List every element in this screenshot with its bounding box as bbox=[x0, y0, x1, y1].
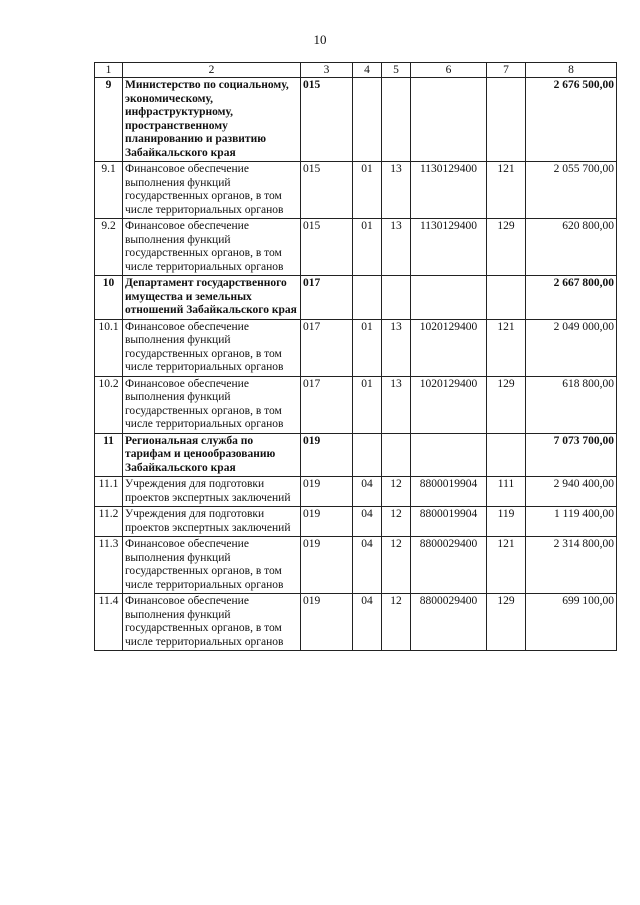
column-header: 4 bbox=[353, 63, 382, 78]
code-expense-type bbox=[487, 78, 526, 162]
organization-name: Финансовое обеспечение выполнения функций государственных органов, в том числе территориальных органов bbox=[123, 537, 301, 594]
amount: 7 073 700,00 bbox=[526, 433, 617, 477]
code-ministry: 015 bbox=[301, 219, 353, 276]
code-subsection: 12 bbox=[382, 537, 411, 594]
code-target-article: 8800029400 bbox=[411, 594, 487, 651]
table-row bbox=[95, 219, 617, 276]
column-header: 6 bbox=[411, 63, 487, 78]
table-row bbox=[95, 276, 617, 320]
amount: 699 100,00 bbox=[526, 594, 617, 651]
table-row bbox=[95, 376, 617, 433]
column-header: 8 bbox=[526, 63, 617, 78]
row-number: 11 bbox=[95, 433, 123, 477]
code-target-article: 1020129400 bbox=[411, 319, 487, 376]
organization-name: Региональная служба по тарифам и ценообразованию Забайкальского края bbox=[123, 433, 301, 477]
code-ministry: 017 bbox=[301, 276, 353, 320]
row-number: 9.1 bbox=[95, 162, 123, 219]
code-subsection bbox=[382, 433, 411, 477]
row-number: 10.2 bbox=[95, 376, 123, 433]
table-header-row bbox=[95, 63, 617, 78]
row-number: 9 bbox=[95, 78, 123, 162]
code-section: 04 bbox=[353, 537, 382, 594]
code-target-article: 8800019904 bbox=[411, 477, 487, 507]
row-number: 9.2 bbox=[95, 219, 123, 276]
code-target-article: 8800029400 bbox=[411, 537, 487, 594]
table-row bbox=[95, 433, 617, 477]
code-target-article: 1020129400 bbox=[411, 376, 487, 433]
table-row bbox=[95, 477, 617, 507]
code-subsection: 13 bbox=[382, 319, 411, 376]
code-subsection: 13 bbox=[382, 162, 411, 219]
code-section: 04 bbox=[353, 594, 382, 651]
code-expense-type bbox=[487, 433, 526, 477]
table-row bbox=[95, 507, 617, 537]
amount: 2 055 700,00 bbox=[526, 162, 617, 219]
code-subsection: 13 bbox=[382, 219, 411, 276]
column-header: 1 bbox=[95, 63, 123, 78]
code-target-article bbox=[411, 433, 487, 477]
budget-allocation-table bbox=[94, 62, 617, 651]
code-subsection bbox=[382, 276, 411, 320]
code-ministry: 019 bbox=[301, 433, 353, 477]
code-section: 01 bbox=[353, 319, 382, 376]
code-ministry: 019 bbox=[301, 537, 353, 594]
amount: 620 800,00 bbox=[526, 219, 617, 276]
amount: 2 049 000,00 bbox=[526, 319, 617, 376]
code-ministry: 015 bbox=[301, 162, 353, 219]
organization-name: Департамент государственного имущества и земельных отношений Забайкальского края bbox=[123, 276, 301, 320]
code-expense-type: 129 bbox=[487, 376, 526, 433]
table-row bbox=[95, 78, 617, 162]
code-ministry: 017 bbox=[301, 319, 353, 376]
organization-name: Финансовое обеспечение выполнения функций государственных органов, в том числе территориальных органов bbox=[123, 594, 301, 651]
table-body bbox=[95, 78, 617, 651]
code-expense-type: 121 bbox=[487, 319, 526, 376]
organization-name: Финансовое обеспечение выполнения функций государственных органов, в том числе территориальных органов bbox=[123, 219, 301, 276]
table-row bbox=[95, 537, 617, 594]
row-number: 10 bbox=[95, 276, 123, 320]
code-section: 01 bbox=[353, 162, 382, 219]
row-number: 11.4 bbox=[95, 594, 123, 651]
column-header: 2 bbox=[123, 63, 301, 78]
amount: 2 667 800,00 bbox=[526, 276, 617, 320]
code-section bbox=[353, 276, 382, 320]
amount: 2 314 800,00 bbox=[526, 537, 617, 594]
amount: 2 940 400,00 bbox=[526, 477, 617, 507]
code-section: 01 bbox=[353, 376, 382, 433]
organization-name: Учреждения для подготовки проектов экспертных заключений bbox=[123, 477, 301, 507]
row-number: 11.3 bbox=[95, 537, 123, 594]
code-section: 04 bbox=[353, 507, 382, 537]
code-subsection: 13 bbox=[382, 376, 411, 433]
table-row bbox=[95, 594, 617, 651]
code-expense-type: 121 bbox=[487, 162, 526, 219]
code-target-article: 1130129400 bbox=[411, 162, 487, 219]
amount: 2 676 500,00 bbox=[526, 78, 617, 162]
column-header: 3 bbox=[301, 63, 353, 78]
amount: 618 800,00 bbox=[526, 376, 617, 433]
column-header: 5 bbox=[382, 63, 411, 78]
row-number: 11.2 bbox=[95, 507, 123, 537]
code-ministry: 017 bbox=[301, 376, 353, 433]
code-expense-type: 119 bbox=[487, 507, 526, 537]
code-target-article: 1130129400 bbox=[411, 219, 487, 276]
organization-name: Финансовое обеспечение выполнения функций государственных органов, в том числе территориальных органов bbox=[123, 376, 301, 433]
code-expense-type: 121 bbox=[487, 537, 526, 594]
table-row bbox=[95, 162, 617, 219]
code-ministry: 019 bbox=[301, 507, 353, 537]
code-section: 01 bbox=[353, 219, 382, 276]
amount: 1 119 400,00 bbox=[526, 507, 617, 537]
code-expense-type bbox=[487, 276, 526, 320]
organization-name: Учреждения для подготовки проектов экспертных заключений bbox=[123, 507, 301, 537]
code-subsection bbox=[382, 78, 411, 162]
row-number: 10.1 bbox=[95, 319, 123, 376]
row-number: 11.1 bbox=[95, 477, 123, 507]
code-section bbox=[353, 78, 382, 162]
code-subsection: 12 bbox=[382, 507, 411, 537]
page-number: 10 bbox=[313, 32, 327, 47]
code-section bbox=[353, 433, 382, 477]
code-ministry: 019 bbox=[301, 594, 353, 651]
code-section: 04 bbox=[353, 477, 382, 507]
code-expense-type: 129 bbox=[487, 594, 526, 651]
code-subsection: 12 bbox=[382, 477, 411, 507]
organization-name: Министерство по социальному, экономическому, инфраструктурному, пространственному планированию и развитию Забайкальского края bbox=[123, 78, 301, 162]
code-subsection: 12 bbox=[382, 594, 411, 651]
code-target-article bbox=[411, 78, 487, 162]
column-header: 7 bbox=[487, 63, 526, 78]
organization-name: Финансовое обеспечение выполнения функций государственных органов, в том числе территориальных органов bbox=[123, 319, 301, 376]
code-target-article: 8800019904 bbox=[411, 507, 487, 537]
code-ministry: 015 bbox=[301, 78, 353, 162]
table-row bbox=[95, 319, 617, 376]
organization-name: Финансовое обеспечение выполнения функций государственных органов, в том числе территориальных органов bbox=[123, 162, 301, 219]
code-target-article bbox=[411, 276, 487, 320]
code-expense-type: 111 bbox=[487, 477, 526, 507]
code-ministry: 019 bbox=[301, 477, 353, 507]
code-expense-type: 129 bbox=[487, 219, 526, 276]
